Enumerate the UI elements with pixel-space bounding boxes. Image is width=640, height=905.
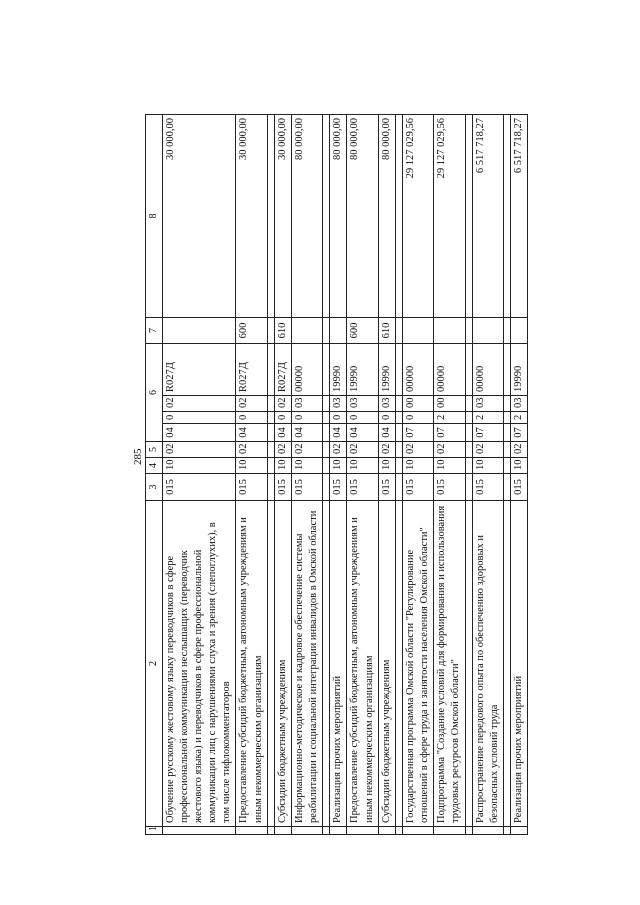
- amount-cell: 6 517 718,27: [472, 115, 503, 318]
- article-p4-cell: 00000: [291, 344, 322, 396]
- article-p4-cell: 00000: [402, 344, 433, 396]
- col1-cell: [402, 827, 433, 835]
- gov-code-cell: 015: [330, 474, 347, 501]
- subsection-cell: 02: [236, 442, 267, 458]
- spacer-cell: [465, 474, 472, 501]
- name-cell: Реализация прочих мероприятий: [510, 501, 527, 827]
- spacer-cell: [267, 501, 274, 827]
- subsection-cell: 02: [402, 442, 433, 458]
- col-header-8: 8: [146, 115, 163, 318]
- spacer-row: [267, 115, 274, 835]
- subsection-cell: 02: [274, 442, 291, 458]
- subsection-cell: 02: [510, 442, 527, 458]
- amount-cell: 80 000,00: [330, 115, 347, 318]
- spacer-cell: [395, 474, 402, 501]
- article-p4-cell: R027Д: [162, 344, 236, 396]
- article-p2-cell: 0: [402, 412, 433, 424]
- spacer-cell: [503, 318, 510, 344]
- article-p2-cell: 0: [274, 412, 291, 424]
- gov-code-cell: 015: [378, 474, 395, 501]
- spacer-cell: [503, 412, 510, 424]
- gov-code-cell: 015: [291, 474, 322, 501]
- spacer-cell: [465, 458, 472, 474]
- spacer-cell: [503, 474, 510, 501]
- expense-type-cell: [510, 318, 527, 344]
- expense-type-cell: [402, 318, 433, 344]
- gov-code-cell: 015: [162, 474, 236, 501]
- spacer-cell: [465, 424, 472, 442]
- spacer-cell: [465, 442, 472, 458]
- name-cell: Субсидии бюджетным учреждениям: [274, 501, 291, 827]
- name-cell: Государственная программа Омской области "Регулирование отношений в сфере труда и занятости населения Омской области": [402, 501, 433, 827]
- article-p3-cell: 03: [472, 396, 503, 412]
- header-row: [146, 115, 163, 835]
- spacer-cell: [465, 827, 472, 835]
- spacer-cell: [503, 458, 510, 474]
- table-row: [274, 115, 291, 835]
- spacer-cell: [267, 474, 274, 501]
- article-p3-cell: 00: [402, 396, 433, 412]
- name-cell: Информационно-методическое и кадровое обеспечение системы реабилитации и социальной интеграции инвалидов в Омской области: [291, 501, 322, 827]
- table-row: [510, 115, 527, 835]
- article-p4-cell: 19990: [378, 344, 395, 396]
- spacer-cell: [323, 442, 330, 458]
- spacer-cell: [323, 458, 330, 474]
- article-p3-cell: 02: [162, 396, 236, 412]
- spacer-cell: [395, 827, 402, 835]
- article-p4-cell: 19990: [347, 344, 378, 396]
- spacer-cell: [503, 827, 510, 835]
- article-p2-cell: 2: [472, 412, 503, 424]
- amount-cell: 30 000,00: [236, 115, 267, 318]
- section-cell: 10: [510, 458, 527, 474]
- article-p1-cell: 04: [274, 424, 291, 442]
- spacer-cell: [503, 396, 510, 412]
- col-header-5: 5: [146, 442, 163, 458]
- article-p4-cell: 19990: [510, 344, 527, 396]
- spacer-cell: [323, 827, 330, 835]
- col1-cell: [347, 827, 378, 835]
- spacer-cell: [267, 412, 274, 424]
- section-cell: 10: [347, 458, 378, 474]
- article-p2-cell: 0: [330, 412, 347, 424]
- gov-code-cell: 015: [347, 474, 378, 501]
- article-p3-cell: 03: [510, 396, 527, 412]
- table-row: [378, 115, 395, 835]
- article-p2-cell: 0: [236, 412, 267, 424]
- section-cell: 10: [330, 458, 347, 474]
- article-p1-cell: 04: [347, 424, 378, 442]
- subsection-cell: 02: [291, 442, 322, 458]
- article-p3-cell: 03: [291, 396, 322, 412]
- amount-cell: 80 000,00: [291, 115, 322, 318]
- name-cell: Предоставление субсидий бюджетным, автономным учреждениям и иным некоммерческим организациям: [236, 501, 267, 827]
- table-row: [347, 115, 378, 835]
- amount-cell: 30 000,00: [274, 115, 291, 318]
- spacer-cell: [323, 412, 330, 424]
- section-cell: 10: [162, 458, 236, 474]
- spacer-cell: [267, 442, 274, 458]
- article-p1-cell: 07: [434, 424, 465, 442]
- name-cell: Обучение русскому жестовому языку переводчиков в сфере профессиональной коммуникации неслышащих (переводчик жестового языка) и переводчиков в сфере профессиональной коммуникации лиц с нарушениями слуха и зрения (слепоглухих), в том числе тифлокомментаторов: [162, 501, 236, 827]
- section-cell: 10: [402, 458, 433, 474]
- col1-cell: [472, 827, 503, 835]
- section-cell: 10: [434, 458, 465, 474]
- spacer-cell: [323, 501, 330, 827]
- col1-cell: [434, 827, 465, 835]
- article-p3-cell: 00: [434, 396, 465, 412]
- spacer-cell: [395, 115, 402, 318]
- col-header-6: 6: [146, 344, 163, 442]
- table-row: [434, 115, 465, 835]
- article-p1-cell: 04: [236, 424, 267, 442]
- spacer-cell: [395, 412, 402, 424]
- name-cell: Подпрограмма "Создание условий для формирования и использования трудовых ресурсов Омской области": [434, 501, 465, 827]
- section-cell: 10: [274, 458, 291, 474]
- article-p2-cell: 0: [347, 412, 378, 424]
- table-row: [291, 115, 322, 835]
- article-p1-cell: 04: [162, 424, 236, 442]
- subsection-cell: 02: [330, 442, 347, 458]
- section-cell: 10: [472, 458, 503, 474]
- page-number: 285: [132, 448, 144, 465]
- article-p2-cell: 0: [378, 412, 395, 424]
- spacer-row: [323, 115, 330, 835]
- spacer-cell: [267, 424, 274, 442]
- spacer-cell: [267, 396, 274, 412]
- article-p4-cell: 00000: [434, 344, 465, 396]
- spacer-cell: [465, 396, 472, 412]
- spacer-cell: [323, 115, 330, 318]
- spacer-cell: [465, 115, 472, 318]
- col-header-4: 4: [146, 458, 163, 474]
- gov-code-cell: 015: [236, 474, 267, 501]
- spacer-cell: [323, 424, 330, 442]
- table-row: [236, 115, 267, 835]
- amount-cell: 6 517 718,27: [510, 115, 527, 318]
- amount-cell: 29 127 029,56: [402, 115, 433, 318]
- spacer-cell: [503, 442, 510, 458]
- spacer-cell: [395, 458, 402, 474]
- spacer-row: [503, 115, 510, 835]
- article-p3-cell: 02: [236, 396, 267, 412]
- table-row: [402, 115, 433, 835]
- article-p2-cell: 0: [291, 412, 322, 424]
- article-p1-cell: 04: [330, 424, 347, 442]
- article-p4-cell: 00000: [472, 344, 503, 396]
- spacer-cell: [267, 318, 274, 344]
- subsection-cell: 02: [162, 442, 236, 458]
- expense-type-cell: 600: [236, 318, 267, 344]
- spacer-cell: [395, 442, 402, 458]
- spacer-cell: [323, 344, 330, 396]
- article-p3-cell: 02: [274, 396, 291, 412]
- section-cell: 10: [378, 458, 395, 474]
- spacer-cell: [465, 344, 472, 396]
- article-p2-cell: 2: [510, 412, 527, 424]
- spacer-cell: [267, 458, 274, 474]
- expense-type-cell: [434, 318, 465, 344]
- article-p1-cell: 07: [402, 424, 433, 442]
- budget-table: [145, 114, 528, 835]
- gov-code-cell: 015: [510, 474, 527, 501]
- spacer-cell: [267, 115, 274, 318]
- spacer-cell: [503, 424, 510, 442]
- article-p1-cell: 07: [472, 424, 503, 442]
- spacer-cell: [395, 396, 402, 412]
- amount-cell: 29 127 029,56: [434, 115, 465, 318]
- col1-cell: [236, 827, 267, 835]
- expense-type-cell: 610: [274, 318, 291, 344]
- section-cell: 10: [291, 458, 322, 474]
- spacer-cell: [267, 827, 274, 835]
- amount-cell: 80 000,00: [378, 115, 395, 318]
- spacer-cell: [465, 412, 472, 424]
- gov-code-cell: 015: [402, 474, 433, 501]
- article-p4-cell: R027Д: [274, 344, 291, 396]
- article-p4-cell: R027Д: [236, 344, 267, 396]
- spacer-cell: [395, 318, 402, 344]
- spacer-cell: [395, 501, 402, 827]
- col-header-3: 3: [146, 474, 163, 501]
- subsection-cell: 02: [472, 442, 503, 458]
- spacer-cell: [395, 344, 402, 396]
- article-p3-cell: 03: [330, 396, 347, 412]
- col-header-2: 2: [146, 501, 163, 827]
- expense-type-cell: [472, 318, 503, 344]
- spacer-cell: [323, 474, 330, 501]
- name-cell: Распространение передового опыта по обеспечению здоровых и безопасных условий труда: [472, 501, 503, 827]
- name-cell: Реализация прочих мероприятий: [330, 501, 347, 827]
- gov-code-cell: 015: [274, 474, 291, 501]
- col1-cell: [291, 827, 322, 835]
- article-p1-cell: 04: [291, 424, 322, 442]
- table-row: [472, 115, 503, 835]
- subsection-cell: 02: [434, 442, 465, 458]
- article-p3-cell: 03: [347, 396, 378, 412]
- spacer-cell: [395, 424, 402, 442]
- article-p3-cell: 03: [378, 396, 395, 412]
- table-row: [162, 115, 236, 835]
- col1-cell: [378, 827, 395, 835]
- gov-code-cell: 015: [472, 474, 503, 501]
- col1-cell: [274, 827, 291, 835]
- spacer-cell: [323, 396, 330, 412]
- expense-type-cell: [162, 318, 236, 344]
- spacer-cell: [267, 344, 274, 396]
- article-p2-cell: 2: [434, 412, 465, 424]
- col-header-7: 7: [146, 318, 163, 344]
- col1-cell: [510, 827, 527, 835]
- amount-cell: 30 000,00: [162, 115, 236, 318]
- subsection-cell: 02: [347, 442, 378, 458]
- article-p2-cell: 0: [162, 412, 236, 424]
- spacer-cell: [503, 501, 510, 827]
- spacer-cell: [465, 318, 472, 344]
- table-row: [330, 115, 347, 835]
- expense-type-cell: 600: [347, 318, 378, 344]
- spacer-cell: [323, 318, 330, 344]
- article-p1-cell: 07: [510, 424, 527, 442]
- name-cell: Субсидии бюджетным учреждениям: [378, 501, 395, 827]
- subsection-cell: 02: [378, 442, 395, 458]
- col-header-1: 1: [146, 827, 163, 835]
- article-p1-cell: 04: [378, 424, 395, 442]
- expense-type-cell: [330, 318, 347, 344]
- spacer-cell: [503, 115, 510, 318]
- spacer-row: [395, 115, 402, 835]
- spacer-cell: [465, 501, 472, 827]
- expense-type-cell: 610: [378, 318, 395, 344]
- amount-cell: 80 000,00: [347, 115, 378, 318]
- section-cell: 10: [236, 458, 267, 474]
- article-p4-cell: 19990: [330, 344, 347, 396]
- expense-type-cell: [291, 318, 322, 344]
- col1-cell: [162, 827, 236, 835]
- spacer-row: [465, 115, 472, 835]
- col1-cell: [330, 827, 347, 835]
- name-cell: Предоставление субсидий бюджетным, автономным учреждениям и иным некоммерческим организациям: [347, 501, 378, 827]
- gov-code-cell: 015: [434, 474, 465, 501]
- spacer-cell: [503, 344, 510, 396]
